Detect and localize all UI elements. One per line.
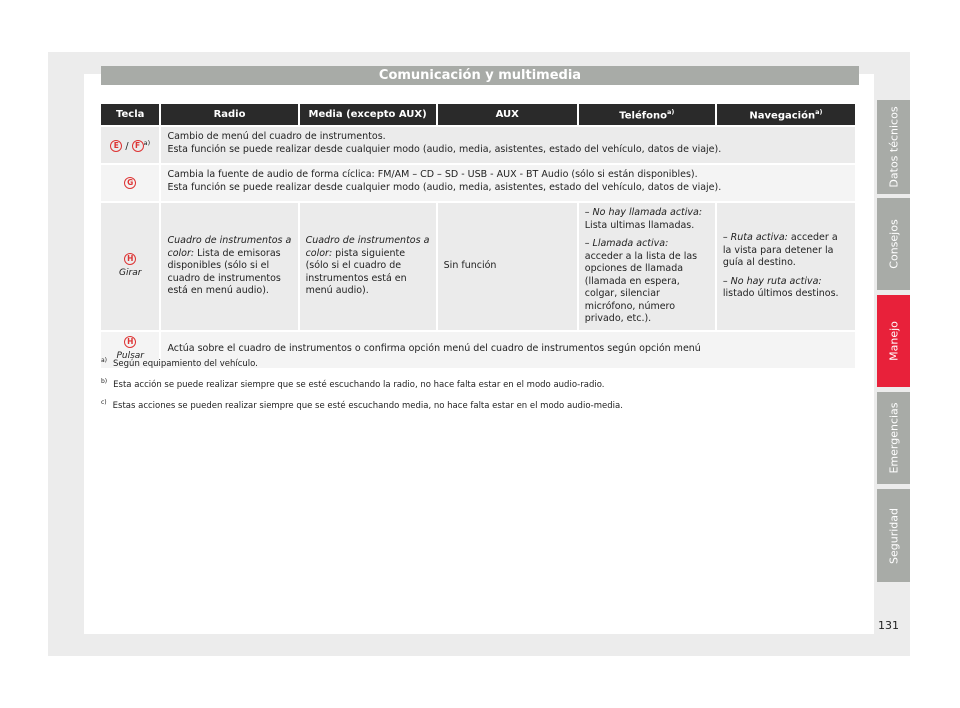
aux-cell: Sin función bbox=[438, 203, 577, 330]
key-h-icon: H bbox=[124, 336, 136, 348]
col-header-phone: Teléfono$^{a)}$ bbox=[579, 104, 715, 125]
phone-cell: – No hay llamada activa: Lista ultimas llamadas. – Llamada activa: acceder a la lista de las opciones de llamada (llamada en espera, colgar, silenciar micrófono, número privado, etc.). bbox=[579, 203, 715, 330]
tab-emergencias[interactable]: Emergencias bbox=[877, 392, 910, 484]
row-h-pulsar-description: Actúa sobre el cuadro de instrumentos o confirma opción menú del cuadro de instrumentos según opción menú bbox=[161, 332, 855, 368]
row-g-description: Cambia la fuente de audio de forma cíclica: FM/AM – CD – SD - USB - AUX - BT Audio (sólo si están disponibles). Esta función se puede realizar desde cualquier modo (audio, media, asistentes, estado del vehículo, datos de viaje). bbox=[161, 165, 855, 201]
key-cell-ef: E / F $^{a)}$ bbox=[101, 127, 159, 163]
col-header-key: Tecla bbox=[101, 104, 159, 125]
key-g-icon: G bbox=[124, 177, 136, 189]
col-header-aux: AUX bbox=[438, 104, 577, 125]
tab-datos-tecnicos[interactable]: Datos técnicos bbox=[877, 100, 910, 194]
section-header bbox=[101, 66, 859, 85]
page-number: 131 bbox=[878, 619, 899, 632]
col-header-nav: Navegación$^{a)}$ bbox=[717, 104, 855, 125]
table-row bbox=[101, 203, 855, 330]
media-cell: Cuadro de instrumentos a color: pista siguiente (sólo si el cuadro de instrumentos está en menú audio). bbox=[300, 203, 436, 330]
radio-cell: Cuadro de instrumentos a color: Lista de emisoras disponibles (sólo si el cuadro de instrumentos está en menú audio). bbox=[161, 203, 297, 330]
col-header-radio: Radio bbox=[161, 104, 297, 125]
tab-seguridad[interactable]: Seguridad bbox=[877, 489, 910, 582]
footnote: $^{c)}$ Estas acciones se pueden realizar siempre que se esté escuchando media, no hace falta estar en el modo audio-media. bbox=[101, 398, 623, 411]
tab-manejo[interactable]: Manejo bbox=[877, 295, 910, 387]
col-header-media: Media (excepto AUX) bbox=[300, 104, 436, 125]
footnotes bbox=[101, 352, 859, 414]
table-row bbox=[101, 127, 855, 163]
controls-table bbox=[99, 102, 857, 370]
table-row bbox=[101, 165, 855, 201]
key-h-icon: H bbox=[124, 253, 136, 265]
footnote: $^{a)}$ Según equipamiento del vehículo. bbox=[101, 357, 258, 369]
footnote: $^{b)}$ Esta acción se puede realizar siempre que se esté escuchando la radio, no hace falta estar en el modo audio-radio. bbox=[101, 377, 605, 390]
table-header-row bbox=[101, 104, 855, 125]
tab-consejos[interactable]: Consejos bbox=[877, 198, 910, 290]
key-cell-h-girar: H Girar bbox=[101, 203, 159, 330]
row-ef-description: Cambio de menú del cuadro de instrumentos. Esta función se puede realizar desde cualquier modo (audio, media, asistentes, estado del vehículo, datos de viaje). bbox=[161, 127, 855, 163]
nav-cell: – Ruta activa: acceder a la vista para detener la guía al destino. – No hay ruta activa: listado últimos destinos. bbox=[717, 203, 855, 330]
key-cell-g bbox=[101, 165, 159, 201]
key-f-icon: F bbox=[132, 140, 144, 152]
key-e-icon: E bbox=[110, 140, 122, 152]
section-title: Comunicación y multimedia bbox=[378, 68, 582, 83]
key-cell-h-pulsar: H Pulsar bbox=[101, 332, 159, 368]
